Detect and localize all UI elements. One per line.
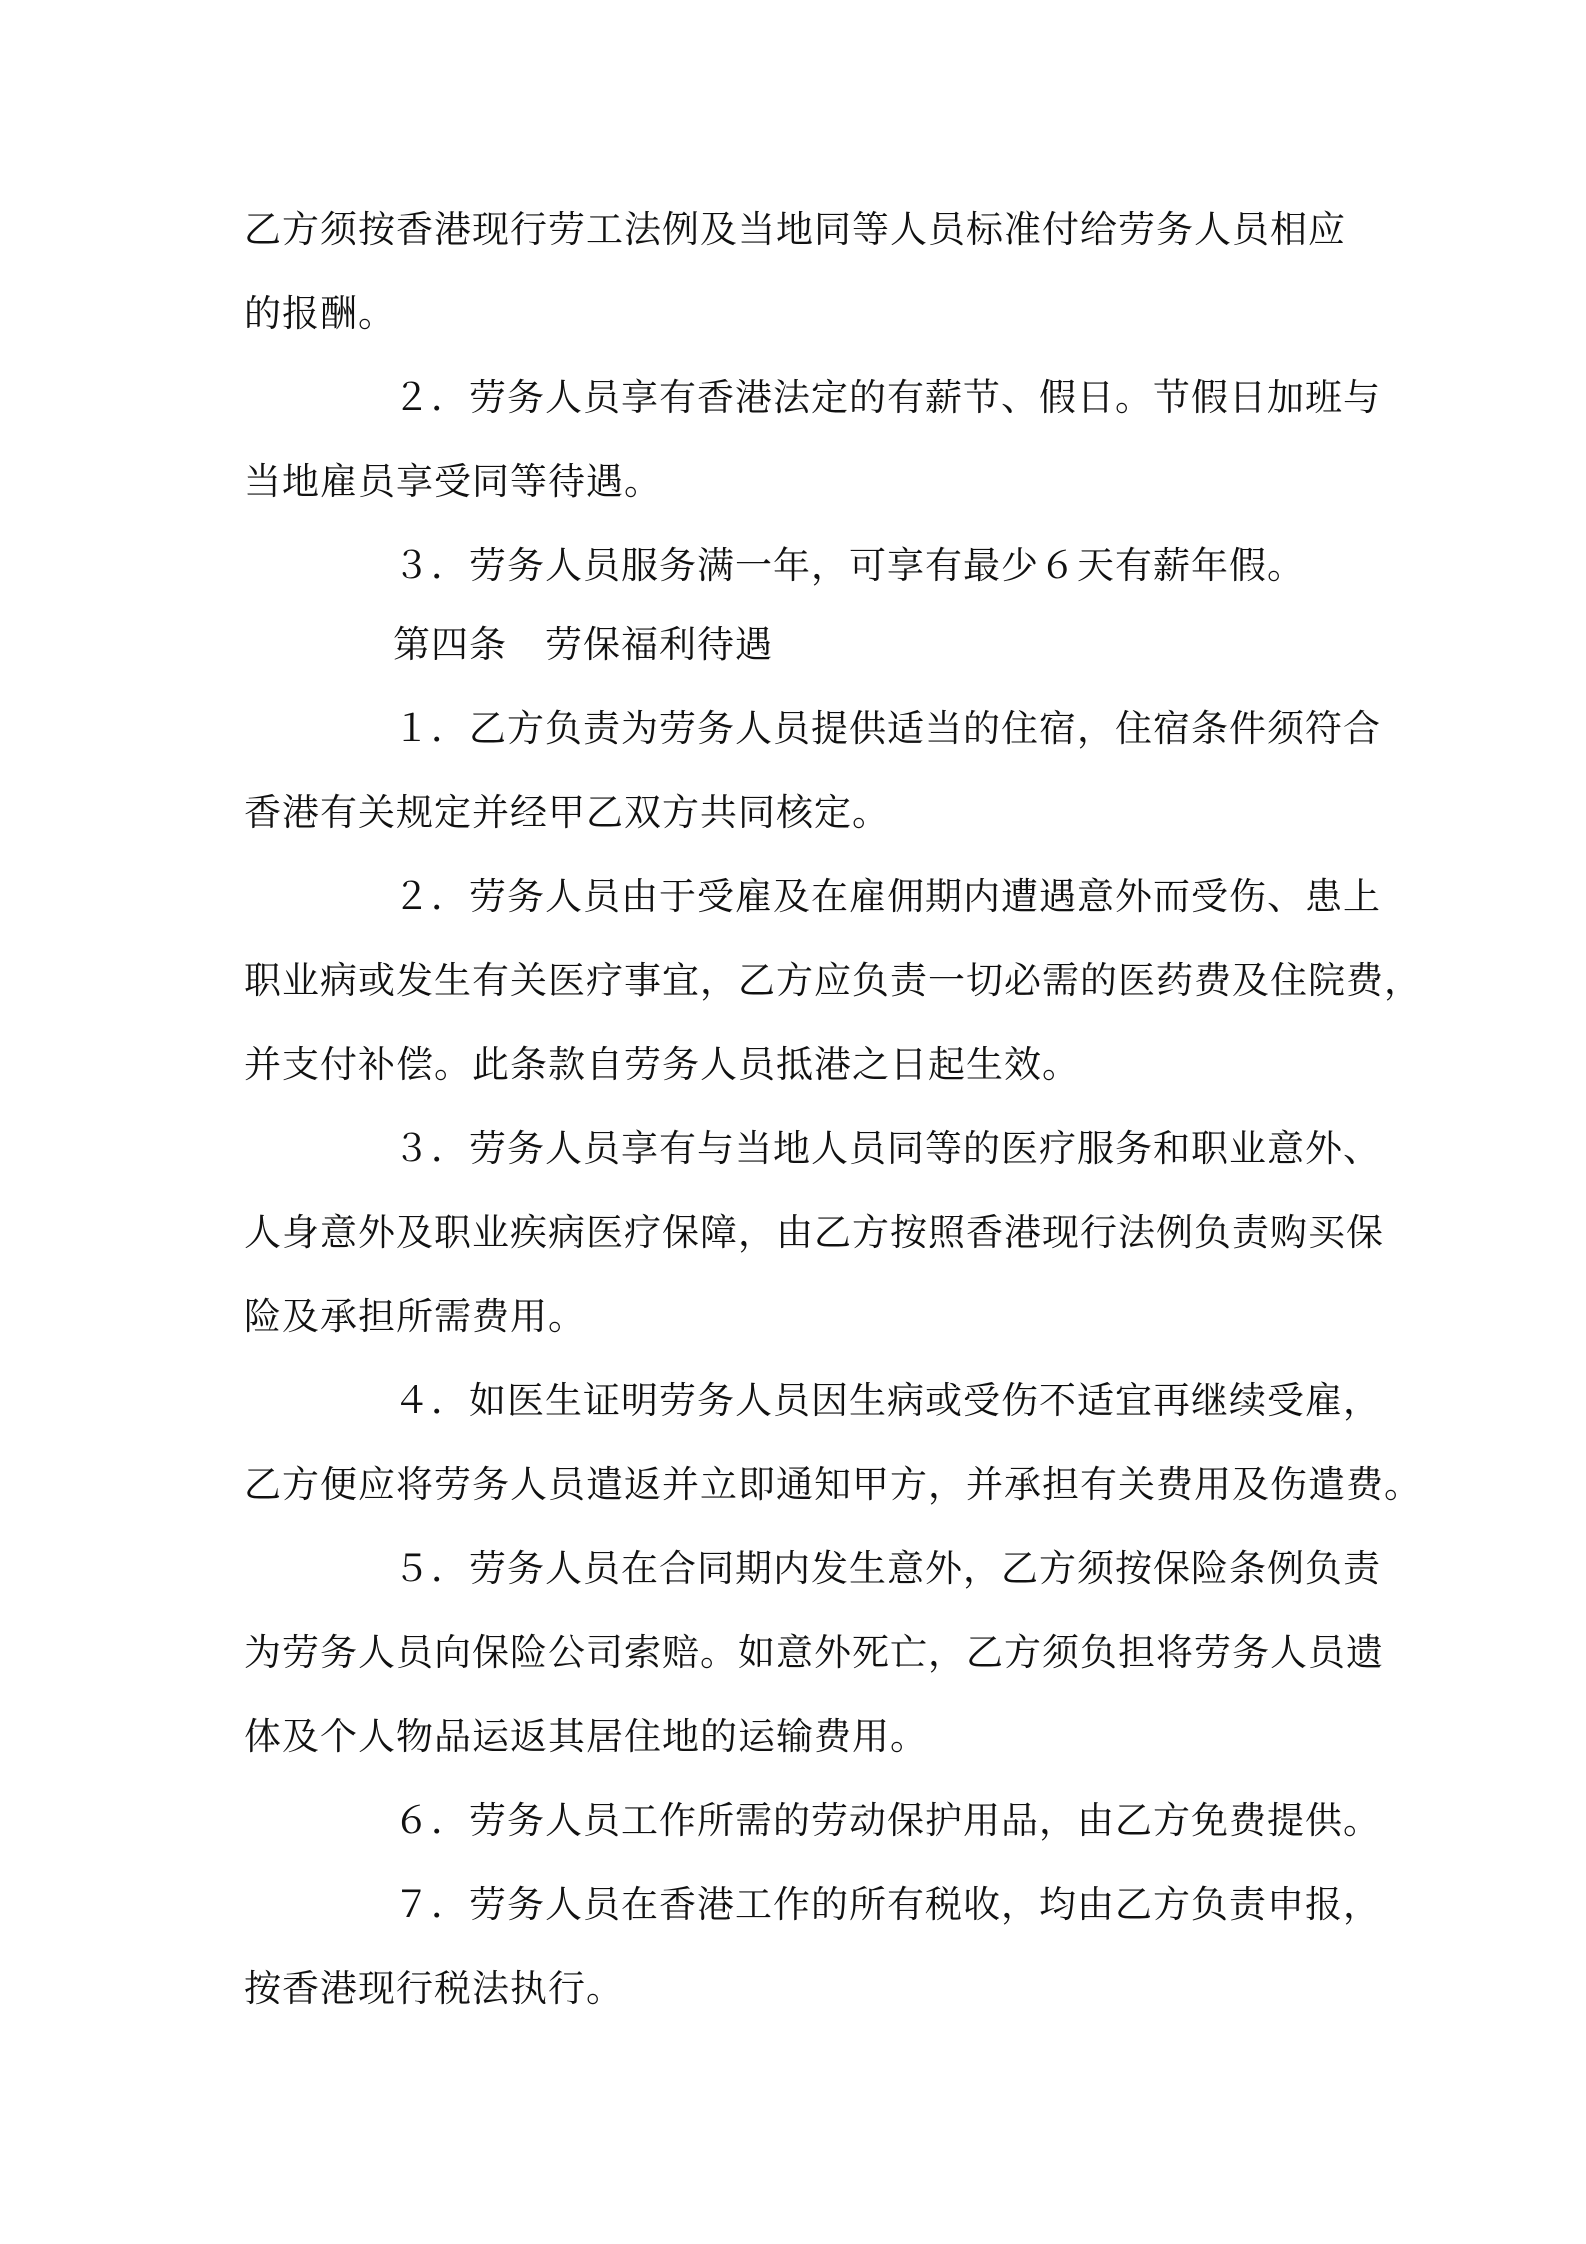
- paragraph-line: ５．劳务人员在合同期内发生意外，乙方须按保险条例负责: [393, 1547, 1381, 1590]
- paragraph-line: 乙方便应将劳务人员遣返并立即通知甲方，并承担有关费用及伤遣费。: [244, 1463, 1422, 1506]
- paragraph-line: 按香港现行税法执行。: [244, 1967, 624, 2010]
- paragraph-line: ４．如医生证明劳务人员因生病或受伤不适宜再继续受雇，: [393, 1379, 1381, 1422]
- paragraph-line: 的报酬。: [244, 292, 396, 335]
- paragraph-line: ３．劳务人员享有与当地人员同等的医疗服务和职业意外、: [393, 1127, 1381, 1170]
- paragraph-line: ２．劳务人员由于受雇及在雇佣期内遭遇意外而受伤、患上: [393, 875, 1381, 918]
- paragraph-line: １．乙方负责为劳务人员提供适当的住宿，住宿条件须符合: [393, 707, 1381, 750]
- paragraph-line: ６．劳务人员工作所需的劳动保护用品，由乙方免费提供。: [393, 1799, 1381, 1842]
- paragraph-line: 当地雇员享受同等待遇。: [244, 460, 662, 503]
- paragraph-line: 职业病或发生有关医疗事宜，乙方应负责一切必需的医药费及住院费，: [244, 959, 1422, 1002]
- paragraph-line: ２．劳务人员享有香港法定的有薪节、假日。节假日加班与: [393, 376, 1381, 419]
- section-heading: 第四条 劳保福利待遇: [393, 623, 773, 666]
- paragraph-line: 并支付补偿。此条款自劳务人员抵港之日起生效。: [244, 1043, 1080, 1086]
- paragraph-line: ７．劳务人员在香港工作的所有税收，均由乙方负责申报，: [393, 1883, 1381, 1926]
- paragraph-line: ３．劳务人员服务满一年，可享有最少６天有薪年假。: [393, 544, 1305, 587]
- paragraph-line: 为劳务人员向保险公司索赔。如意外死亡，乙方须负担将劳务人员遗: [244, 1631, 1384, 1674]
- paragraph-line: 险及承担所需费用。: [244, 1295, 586, 1338]
- paragraph-line: 乙方须按香港现行劳工法例及当地同等人员标准付给劳务人员相应: [244, 208, 1346, 251]
- paragraph-line: 香港有关规定并经甲乙双方共同核定。: [244, 791, 890, 834]
- paragraph-line: 体及个人物品运返其居住地的运输费用。: [244, 1715, 928, 1758]
- paragraph-line: 人身意外及职业疾病医疗保障，由乙方按照香港现行法例负责购买保: [244, 1211, 1384, 1254]
